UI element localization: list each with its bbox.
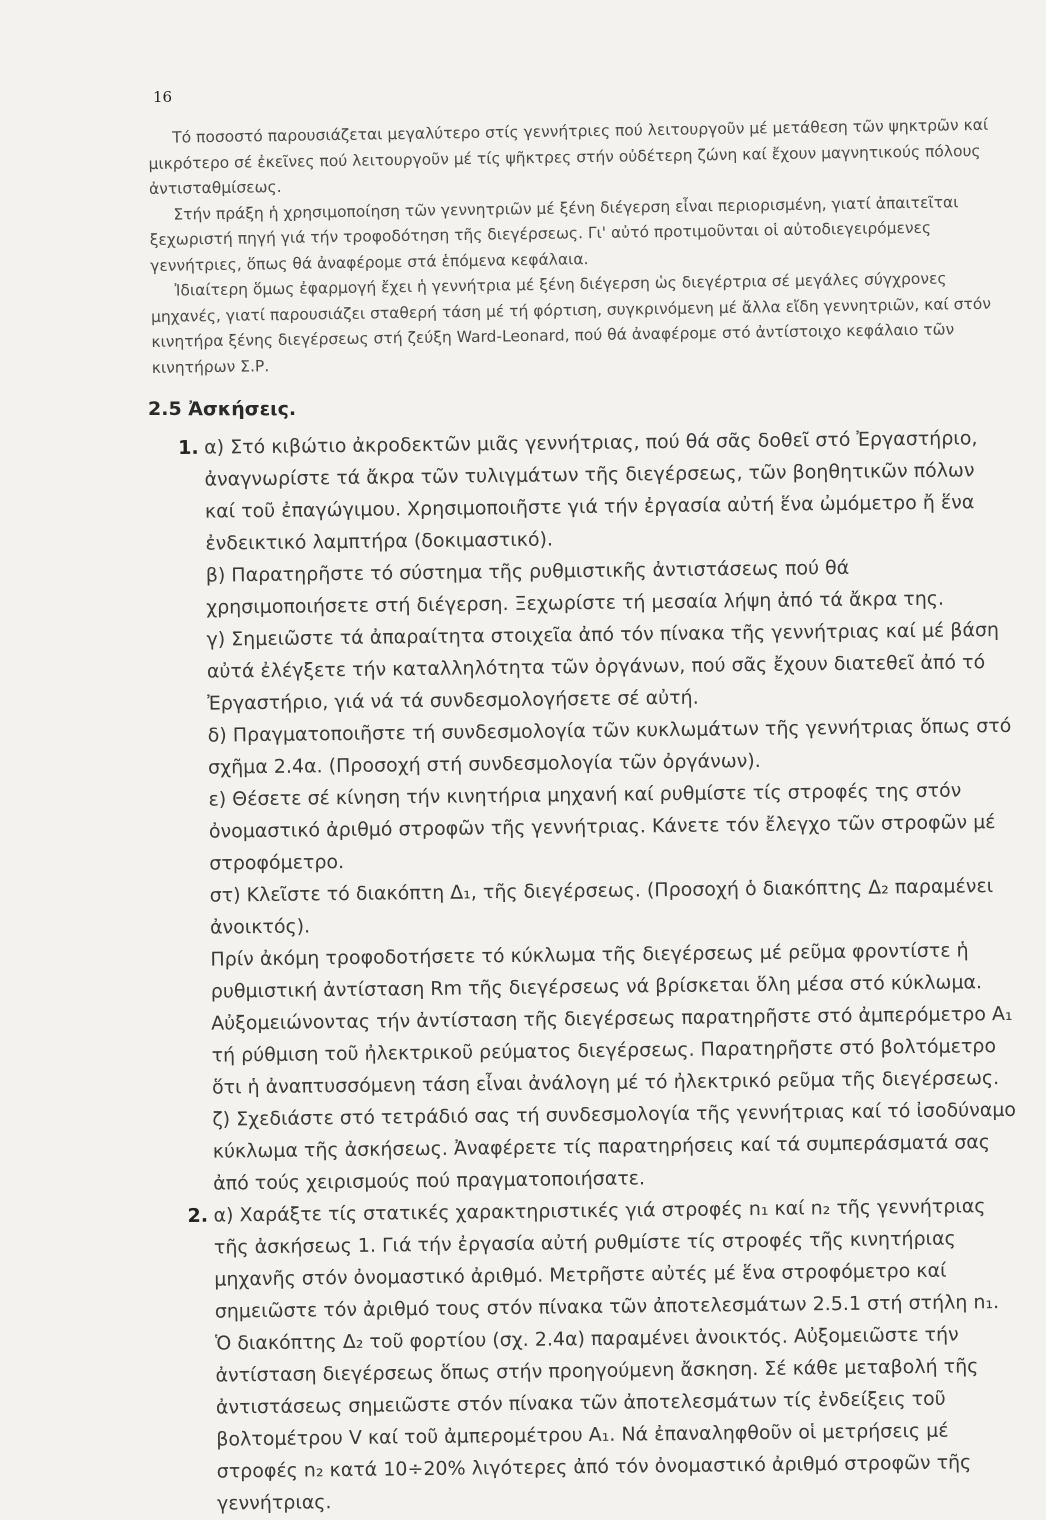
page-number: 16 — [153, 88, 173, 106]
exercises-list — [178, 422, 1021, 1520]
exercise-step: δ) Πραγματοποιῆστε τή συνδεσμολογία τῶν κυκλωμάτων τῆς γεννήτριας ὅπως στό σχῆμα 2.4α. (Προσοχή στή συνδεσμολογία τῶν ὀργάνων). — [207, 714, 1012, 779]
exercise-step: β) Παρατηρῆστε τό σύστημα τῆς ρυθμιστικῆς ἀντιστάσεως πού θά χρησιμοποιήσετε στή διέγερση. Ξεχωρίστε τή μεσαία λήψη ἀπό τά ἄκρα της. — [205, 556, 945, 619]
intro-paragraph: Ἰδιαίτερη ὅμως ἐφαρμογή ἔχει ἡ γεννήτρια μέ ξένη διέγερση ὡς διεγέρτρια σέ μεγάλες σύγχρονες μηχανές, γιατί παρουσιάζει σταθερή τάση μέ τή φόρτιση, συγκρινόμενη μέ ἄλλα εἴδη γεννητριῶν, καί στόν κινητήρα ξένης διεγέρσεως στή ζεύξη Ward-Leonard, πού θά ἀναφέρομε στό ἀντίστοιχο κεφάλαιο τῶν κινητήρων Σ.Ρ. — [150, 269, 992, 377]
intro-paragraph: Τό ποσοστό παρουσιάζεται μεγαλύτερο στίς γεννήτριες πού λειτουργοῦν μέ μετάθεση τῶν ψηκτρῶν καί μικρότερο σέ ἐκεῖνες πού λειτουργοῦν μέ τίς ψῆκτρες στήν οὐδέτερη ζώνη καί ἔχουν μαγνητικούς πόλους ἀντισταθμίσεως. — [148, 115, 989, 198]
exercise-step: Πρίν ἀκόμη τροφοδοτήσετε τό κύκλωμα τῆς διεγέρσεως μέ ρεῦμα φροντίστε ἡ ρυθμιστική ἀντίσταση Rm τῆς διεγέρσεως νά βρίσκεται ὅλη μέσα στό κύκλωμα. Αὐξομειώνοντας τήν ἀντίσταση τῆς διεγέρσεως παρατηρῆστε στό ἀμπερόμετρο Α₁ τή ρύθμιση τοῦ ἠλεκτρικοῦ ρεύματος διεγέρσεως. Παρατηρῆστε στό βολτόμετρο ὅτι ἡ ἀναπτυσσόμενη τάση εἶναι ἀνάλογη μέ τό ἠλεκτρικό ρεῦμα τῆς διεγέρσεως. — [210, 939, 1013, 1099]
exercise-1 — [178, 422, 1017, 1200]
intro-paragraph: Στήν πράξη ἡ χρησιμοποίηση τῶν γεννητριῶν μέ ξένη διέγερση εἶναι περιορισμένη, γιατί ἀπαιτεῖται ξεχωριστή πηγή γιά τήν τροφοδότηση τῆς διεγέρσεως. Γι' αὐτό προτιμοῦνται οἱ αὐτοδιεγειρόμενες γεννήτριες, ὅπως θά ἀναφέρομε στά ἑπόμενα κεφάλαια. — [149, 192, 959, 275]
intro-text — [148, 112, 1012, 380]
exercise-step: στ) Κλεῖστε τό διακόπτη Δ₁, τῆς διεγέρσεως. (Προσοχή ὁ διακόπτης Δ₂ παραμένει ἀνοικτός). — [209, 875, 994, 939]
exercise-step: α) Στό κιβώτιο ἀκροδεκτῶν μιᾶς γεννήτριας, πού θά σᾶς δοθεῖ στό Ἐργαστήριο, ἀναγνωρίστε τά ἄκρα τῶν τυλιγμάτων τῆς διεγέρσεως, τῶν βοηθητικῶν πόλων καί τοῦ ἐπαγώγιμου. Χρησιμοποιῆστε γιά τήν ἐργασία αὐτή ἕνα ὠμόμετρο ἤ ἕνα ἐνδεικτικό λαμπτήρα (δοκιμαστικό). — [204, 427, 978, 555]
exercise-2 — [187, 1190, 1021, 1520]
exercise-step: ζ) Σχεδιάστε στό τετράδιό σας τή συνδεσμολογία τῆς γεννήτριας καί τό ἰσοδύναμο κύκλωμα τῆς ἀσκήσεως. Ἀναφέρετε τίς παρατηρήσεις καί τά συμπεράσματά σας ἀπό τούς χειρισμούς πού πραγματοποιήσατε. — [212, 1098, 1017, 1195]
exercise-step: γ) Σημειῶστε τά ἀπαραίτητα στοιχεῖα ἀπό τόν πίνακα τῆς γεννήτριας καί μέ βάση αὐτά ἐλέγξετε τήν καταλληλότητα τῶν ὀργάνων, πού σᾶς ἔχουν διατεθεῖ ἀπό τό Ἐργαστήριο, γιά νά τά συνδεσμολογήσετε σέ αὐτή. — [206, 618, 1000, 715]
exercise-step: α) Χαράξτε τίς στατικές χαρακτηριστικές γιά στροφές n₁ καί n₂ τῆς γεννήτριας τῆς ἀσκήσεως 1. Γιά τήν ἐργασία αὐτή ρυθμίστε τίς στροφές τῆς κινητήριας μηχανῆς στόν ὀνομαστικό ἀριθμό. Μετρῆστε αὐτές μέ ἕνα στροφόμετρο καί σημειῶστε τόν ἀριθμό τους στόν πίνακα τῶν ἀποτελεσμάτων 2.5.1 στή στήλη n₁. Ὁ διακόπτης Δ₂ τοῦ φορτίου (σχ. 2.4α) παραμένει ἀνοικτός. Αὐξομειῶστε τήν ἀντίσταση διεγέρσεως ὅπως στήν προηγούμενη ἄσκηση. Σέ κάθε μεταβολή τῆς ἀντιστάσεως σημειῶστε στόν πίνακα τῶν ἀποτελεσμάτων τίς ἐνδείξεις τοῦ βολτομέτρου V καί τοῦ ἀμπερομέτρου Α₁. Νά ἐπαναληφθοῦν οἱ μετρήσεις μέ στροφές n₂ κατά 10÷20% λιγότερες ἀπό τόν ὀνομαστικό ἀριθμό στροφῶν τῆς γεννήτριας. — [213, 1195, 1000, 1515]
exercise-number: 1. — [178, 436, 199, 459]
exercise-number: 2. — [187, 1204, 209, 1227]
exercise-step: ε) Θέσετε σέ κίνηση τήν κινητήρια μηχανή καί ρυθμίστε τίς στροφές της στόν ὀνομαστικό ἀριθμό στροφῶν τῆς γεννήτριας. Κάνετε τόν ἔλεγχο τῶν στροφῶν μέ στροφόμετρο. — [208, 779, 996, 875]
section-title: 2.5 Ἀσκήσεις. — [148, 398, 297, 420]
